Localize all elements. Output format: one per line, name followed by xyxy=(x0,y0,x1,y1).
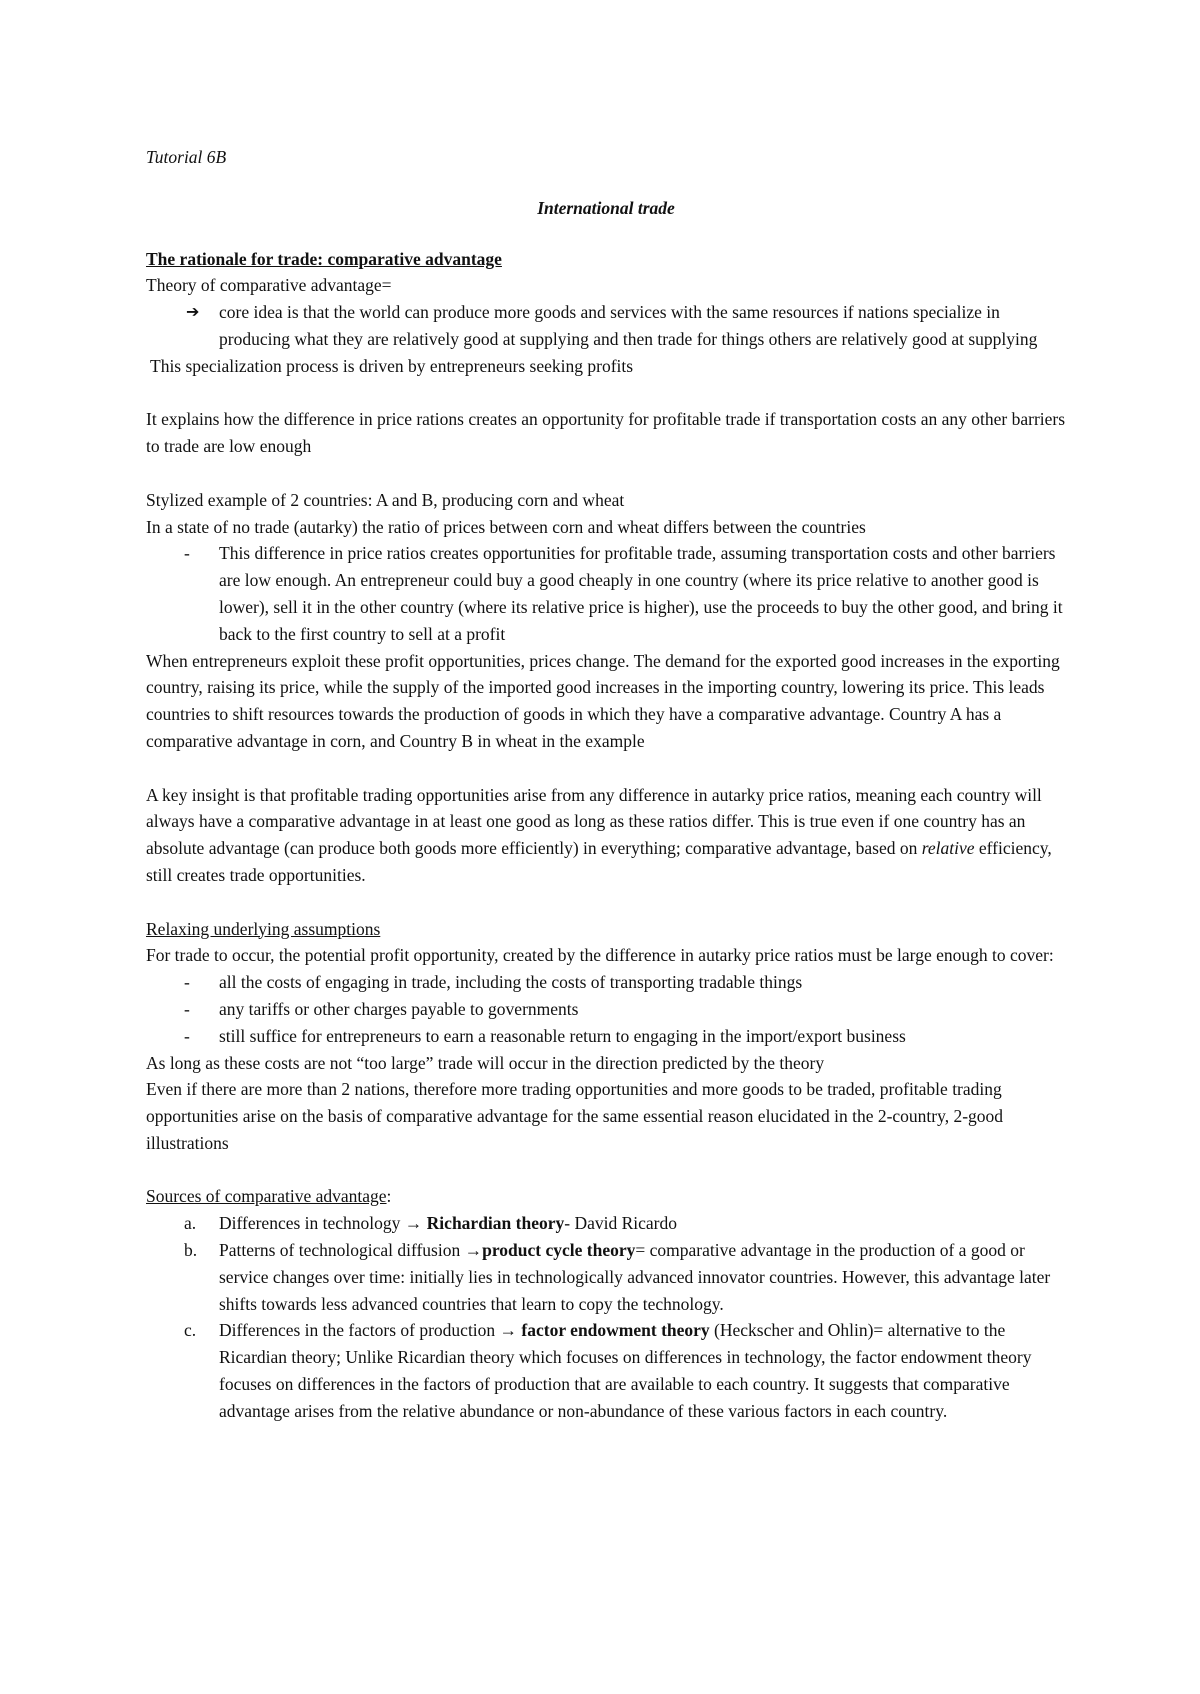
relaxing-item xyxy=(146,1023,1066,1050)
source-b-pre: Patterns of technological diffusion xyxy=(219,1240,465,1261)
document-title: International trade xyxy=(537,197,675,218)
relaxing-item-text: still suffice for entrepreneurs to earn a reasonable return to engaging in the import/export business xyxy=(219,1025,906,1046)
dash-bullet-item xyxy=(146,540,1066,647)
section-heading-sources: Sources of comparative advantage xyxy=(146,1186,387,1207)
dash-bullet-marker: - xyxy=(184,972,190,993)
dash-bullet-text: This difference in price ratios creates opportunities for profitable trade, assuming transportation costs and other barriers are low enough. An entrepreneur could buy a good cheaply in one country (where its price relative to another good is lower), sell it in the other country (where its relative price is higher), use the proceeds to buy the other good, and bring it back to the first country to sell at a profit xyxy=(219,543,1063,644)
list-marker-c: c. xyxy=(184,1320,197,1341)
source-a-post: - David Ricardo xyxy=(564,1213,677,1234)
insight-text-pre: A key insight is that profitable trading opportunities arise from any difference in autarky price ratios, meaning each country will always have a comparative advantage in at least one good as long as these ratios differ. This is true even if one country has an absolute advantage (can produce both goods more efficiently) in everything; comparative advantage, based on xyxy=(146,784,1042,859)
dash-bullet-marker: - xyxy=(184,1025,190,1046)
arrow-bullet-item xyxy=(146,299,1066,353)
specialization-line: This specialization process is driven by entrepreneurs seeking profits xyxy=(150,355,634,376)
list-marker-b: b. xyxy=(184,1240,198,1261)
source-c-pre: Differences in the factors of production xyxy=(219,1320,500,1341)
arrow-bullet-text: core idea is that the world can produce more goods and services with the same resources if nations specialize in producing what they are relatively good at supplying and then trade for things others are relatively good at supplying xyxy=(219,302,1038,349)
source-b-theory: product cycle theory xyxy=(482,1240,636,1261)
source-a-pre: Differences in technology xyxy=(219,1213,405,1234)
stylized-line: Stylized example of 2 countries: A and B, producing corn and wheat xyxy=(146,489,625,510)
right-arrow-icon: → xyxy=(499,1320,518,1341)
relaxing-item-text: all the costs of engaging in trade, including the costs of transporting tradable things xyxy=(219,972,803,993)
document-body xyxy=(146,144,1066,1425)
relaxing-item-text: any tariffs or other charges payable to governments xyxy=(219,998,579,1019)
source-b-text xyxy=(219,1240,1050,1314)
right-arrow-icon: → xyxy=(404,1213,423,1234)
list-marker-a: a. xyxy=(184,1213,197,1234)
theory-line: Theory of comparative advantage= xyxy=(146,275,392,296)
sources-heading-suffix: : xyxy=(386,1186,392,1207)
insight-text-italic: relative xyxy=(921,838,975,859)
autarky-line: In a state of no trade (autarky) the ratio of prices between corn and wheat differs between the countries xyxy=(146,516,866,537)
source-item-b xyxy=(146,1237,1066,1317)
relaxing-item xyxy=(146,969,1066,996)
right-arrow-icon: → xyxy=(464,1240,483,1261)
source-a-text xyxy=(219,1213,677,1233)
as-long-line: As long as these costs are not “too large” trade will occur in the direction predicted by the theory xyxy=(146,1052,825,1073)
relaxing-item xyxy=(146,996,1066,1023)
tutorial-label: Tutorial 6B xyxy=(146,147,227,167)
relaxing-intro: For trade to occur, the potential profit opportunity, created by the difference in autarky price ratios must be large enough to cover: xyxy=(146,945,1054,966)
source-a-theory: Richardian theory xyxy=(422,1213,565,1234)
source-b-post: = comparative advantage in the production of a good or service changes over time: initially lies in technologically advanced innovator countries. However, this advantage later shifts towards less advanced countries that learn to copy the technology. xyxy=(219,1240,1051,1314)
arrow-bullet-icon: ➔ xyxy=(186,302,200,322)
insight-text-post: efficiency, still creates trade opportunities. xyxy=(146,838,1052,885)
source-item-a xyxy=(146,1210,1066,1237)
sources-heading-line xyxy=(146,1183,1066,1210)
insight-paragraph xyxy=(146,782,1066,889)
exploit-paragraph: When entrepreneurs exploit these profit opportunities, prices change. The demand for the exported good increases in the exporting country, raising its price, while the supply of the imported good increases in the importing country, lowering its price. This leads countries to shift resources towards the production of goods in which they have a comparative advantage. Country A has a comparative advantage in corn, and Country B in wheat in the example xyxy=(146,650,1060,751)
source-c-text xyxy=(219,1320,1032,1420)
source-item-c xyxy=(146,1317,1066,1424)
explains-paragraph: It explains how the difference in price rations creates an opportunity for profitable trade if transportation costs an any other barriers to trade are low enough xyxy=(146,409,1066,457)
dash-bullet-marker: - xyxy=(184,998,190,1019)
even-if-paragraph: Even if there are more than 2 nations, therefore more trading opportunities and more goods to be traded, profitable trading opportunities arise on the basis of comparative advantage for the same essential reason elucidated in the 2-country, 2-good illustrations xyxy=(146,1079,1004,1153)
source-c-theory: factor endowment theory xyxy=(517,1320,710,1341)
section-heading-rationale: The rationale for trade: comparative advantage xyxy=(146,248,502,269)
section-heading-relaxing: Relaxing underlying assumptions xyxy=(146,918,381,939)
source-c-post: (Heckscher and Ohlin)= alternative to the Ricardian theory; Unlike Ricardian theory which focuses on differences in technology, the factor endowment theory focuses on differences in the factors of production that are available to each country. It suggests that comparative advantage arises from the relative abundance or non-abundance of these various factors in each country. xyxy=(219,1320,1032,1421)
dash-bullet-marker: - xyxy=(184,543,190,564)
